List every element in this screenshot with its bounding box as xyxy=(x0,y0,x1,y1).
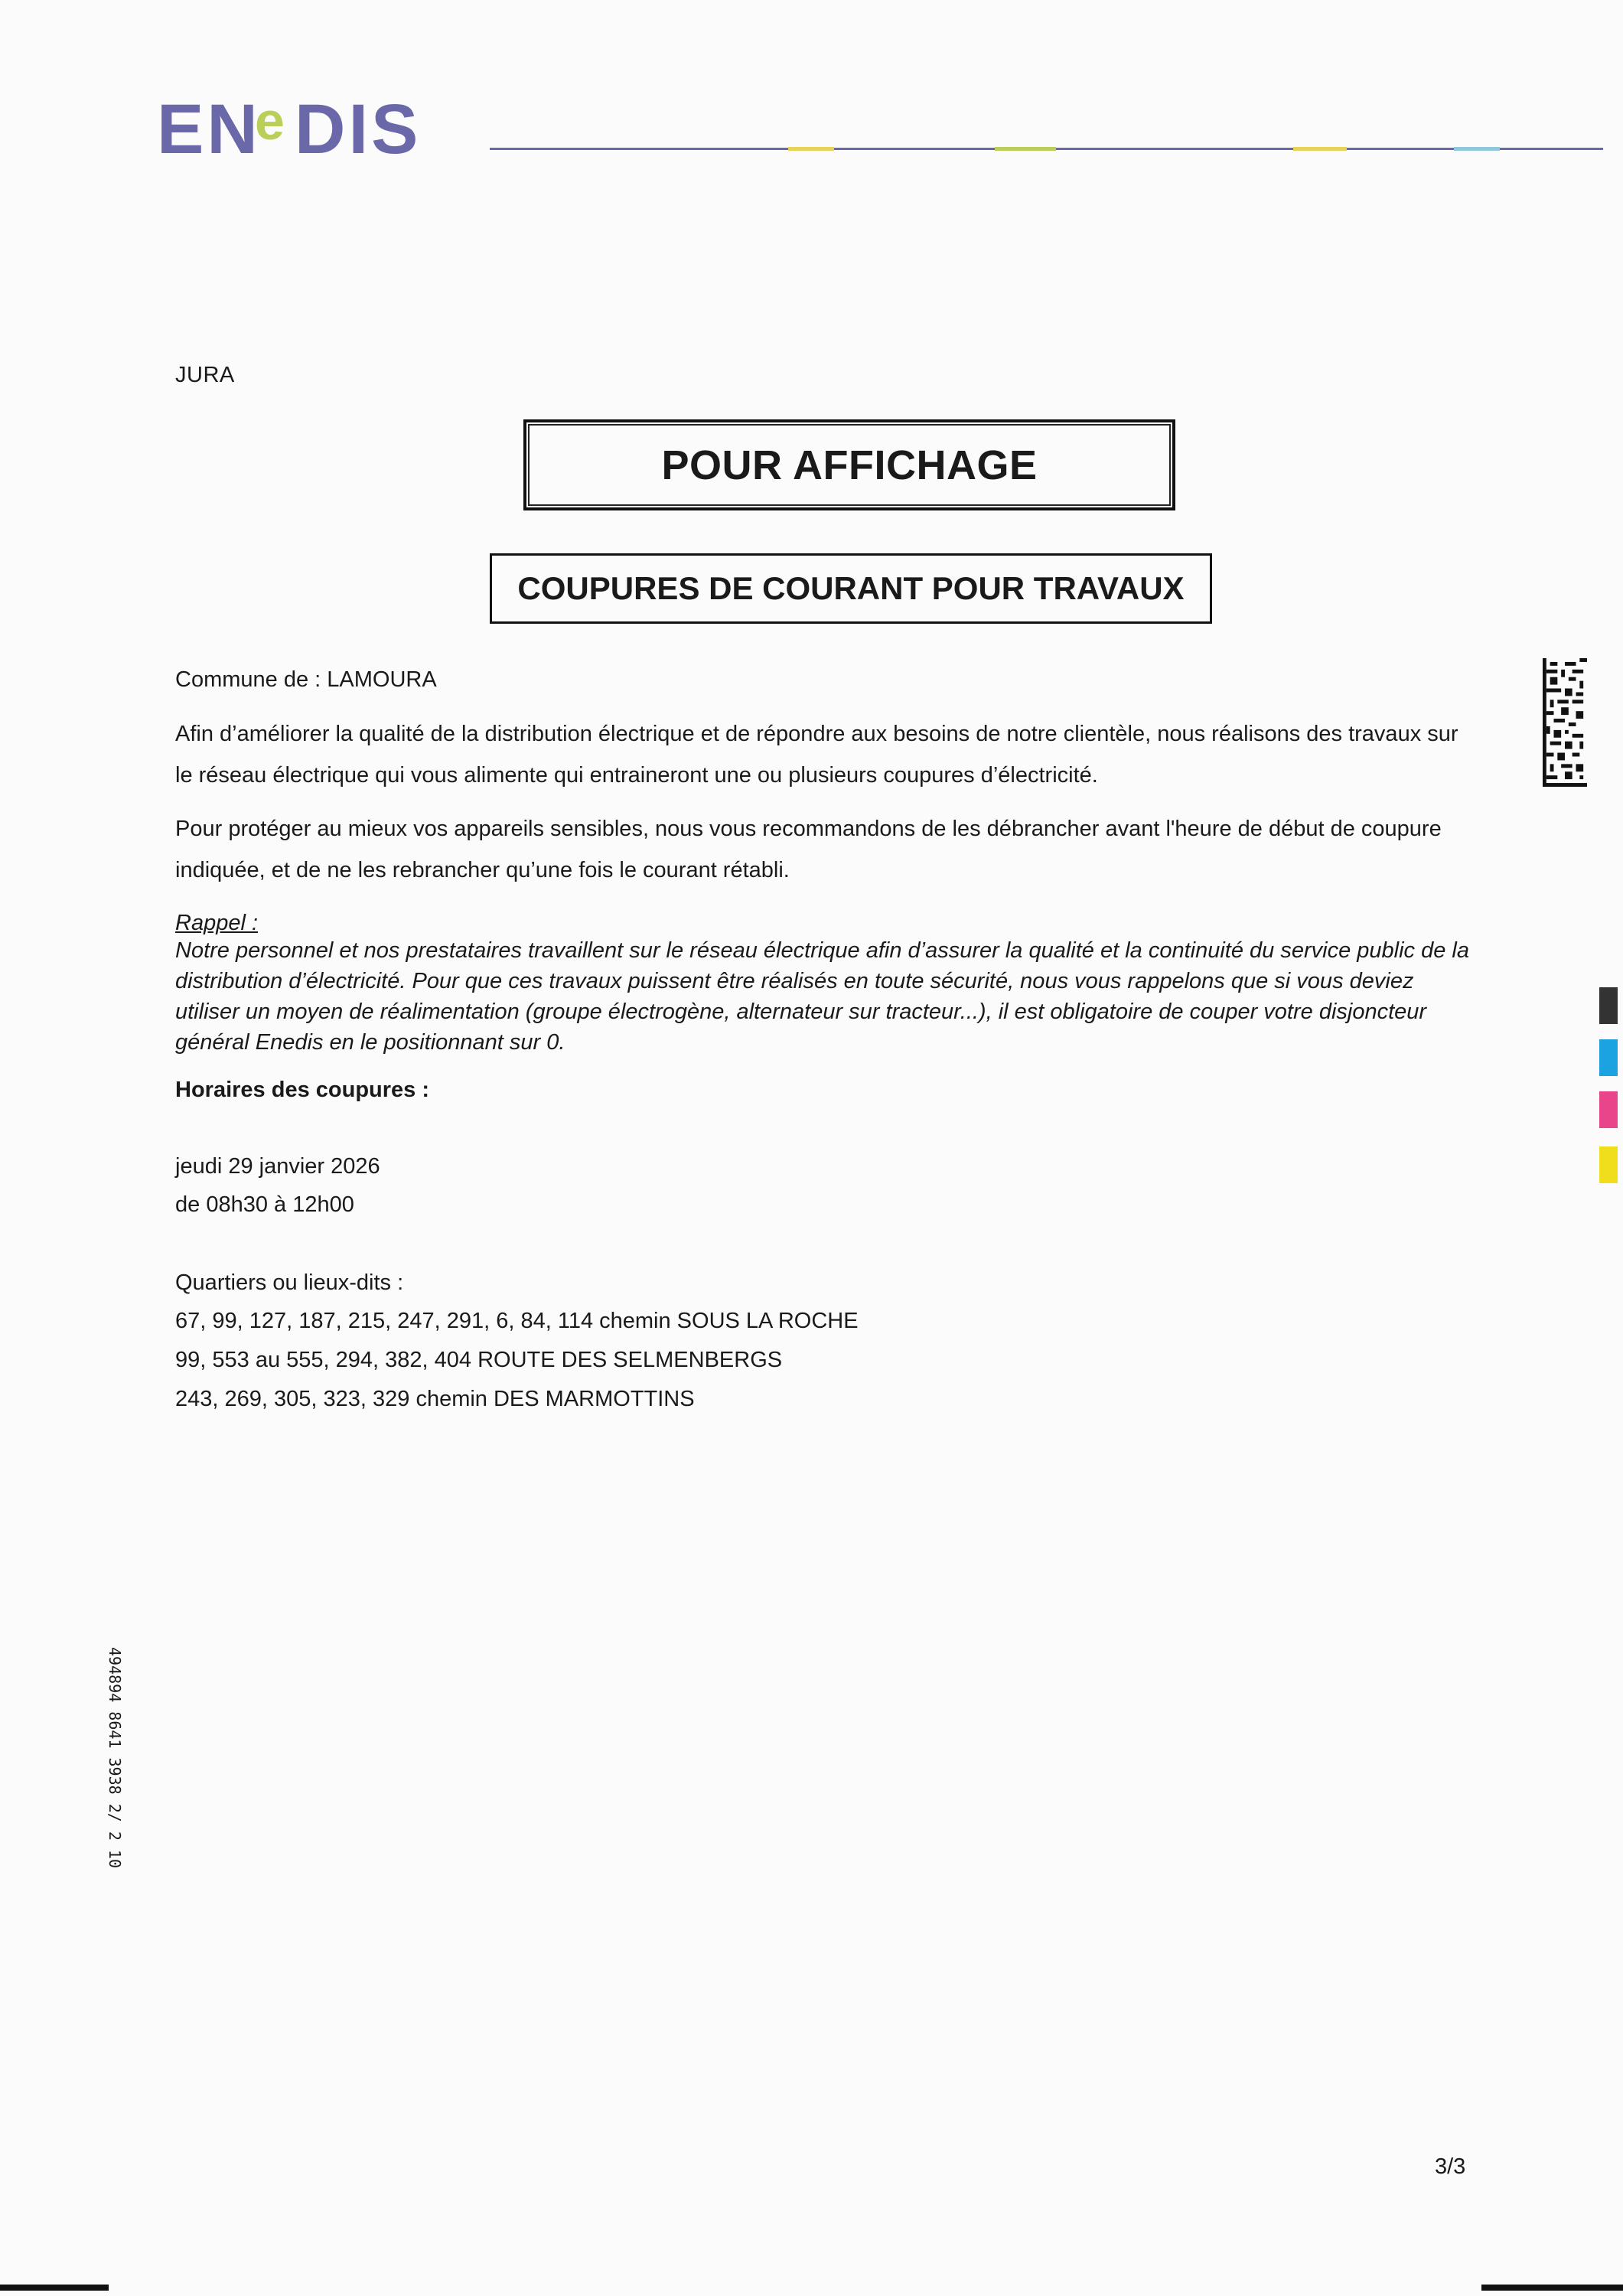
registration-mark-black xyxy=(1599,987,1618,1024)
location-item: 99, 553 au 555, 294, 382, 404 ROUTE DES SELMENBERGS xyxy=(175,1348,783,1372)
rappel-title: Rappel : xyxy=(175,911,259,935)
rappel-body: Notre personnel et nos prestataires travaillent sur le réseau électrique afin d’assurer la qualité et la continuité du service public de la distribution d’électricité. Pour que ces travaux puissent être réalisés en toute sécurité, nous vous rappelons que si vous deviez utiliser un moyen de réalimentation (groupe électrogène, alternateur sur tracteur...), il est obligatoire de couper votre disjoncteur général Enedis en le positionnant sur 0. xyxy=(175,938,1469,1055)
notice-subheading-box xyxy=(490,553,1212,624)
svg-text:EN: EN xyxy=(157,92,261,161)
corner-mark-right xyxy=(1481,2285,1623,2291)
corner-mark-left xyxy=(0,2285,109,2291)
datamatrix-code xyxy=(1543,658,1587,787)
print-reference-code: 494894 8641 3938 2/ 2 10 xyxy=(106,1647,124,1868)
registration-mark-yellow xyxy=(1599,1146,1618,1183)
svg-text:e: e xyxy=(255,92,285,151)
location-item: 67, 99, 127, 187, 215, 247, 291, 6, 84, 114 chemin SOUS LA ROCHE xyxy=(175,1309,859,1333)
commune-line: Commune de : LAMOURA xyxy=(175,667,437,692)
schedule-title: Horaires des coupures : xyxy=(175,1078,429,1102)
region-label: JURA xyxy=(175,363,235,387)
location-item: 243, 269, 305, 323, 329 chemin DES MARMOTTINS xyxy=(175,1387,695,1411)
intro-paragraph: Afin d’améliorer la qualité de la distribution électrique et de répondre aux besoins de notre clientèle, nous réalisons des travaux sur le réseau électrique qui vous alimente qui entraineront une ou plusieurs coupures d’électricité. xyxy=(175,722,1458,788)
enedis-logo xyxy=(157,92,471,161)
svg-text:DIS: DIS xyxy=(295,92,422,161)
registration-mark-cyan xyxy=(1599,1039,1618,1076)
notice-heading-box xyxy=(523,419,1175,510)
advice-paragraph: Pour protéger au mieux vos appareils sensibles, nous vous recommandons de les débrancher avant l'heure de début de coupure indiquée, et de ne les rebrancher qu’une fois le courant rétabli. xyxy=(175,817,1442,882)
locations-title: Quartiers ou lieux-dits : xyxy=(175,1270,404,1295)
notice-subheading: COUPURES DE COURANT POUR TRAVAUX xyxy=(517,570,1185,606)
schedule-date: jeudi 29 janvier 2026 xyxy=(175,1154,380,1179)
notice-heading: POUR AFFICHAGE xyxy=(661,442,1038,488)
registration-mark-magenta xyxy=(1599,1091,1618,1128)
header-rule xyxy=(490,147,1603,152)
schedule-hours: de 08h30 à 12h00 xyxy=(175,1192,354,1217)
page-number: 3/3 xyxy=(1435,2154,1466,2179)
